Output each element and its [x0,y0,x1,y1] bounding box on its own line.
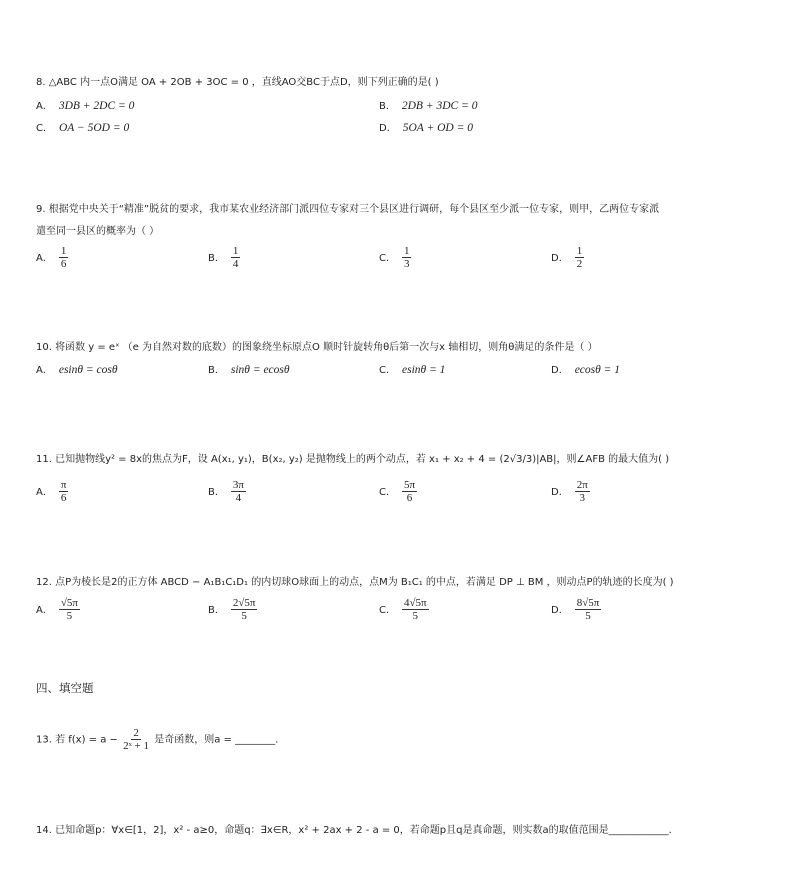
option-label: C． [379,252,396,264]
option-label: A． [36,101,53,112]
option-label: D． [379,123,397,134]
fraction-denominator: 2ˣ + 1 [123,740,150,752]
q10-stem: 10. 将函数 y = eˣ （e 为自然对数的底数）的图象绕坐标原点O 顺时针旋转角θ后第一次与x 轴相切，则角θ满足的条件是（ ） [36,342,598,353]
q13-fraction [121,727,151,752]
fraction-numerator: 1 [403,245,410,257]
q9-option-d [551,245,584,270]
option-fraction [402,597,429,622]
fraction-numerator: 1 [576,245,583,257]
option-fraction [59,479,69,504]
fraction-numerator: 3π [232,479,244,491]
option-fraction [575,597,602,622]
q10-option-a [36,363,118,378]
fraction-numerator: 5π [403,479,416,491]
option-label: B． [208,486,225,498]
option-text: 3DB + 2DC = 0 [58,100,135,112]
q8-option-a [36,99,134,114]
option-label: A． [36,365,53,376]
section-title: 四、填空题 [36,681,94,695]
fraction-denominator: 5 [585,610,591,622]
q11-option-a [36,479,68,504]
option-label: B． [208,365,225,376]
fraction-numerator: 1 [60,245,67,257]
q11-option-c [379,479,417,504]
q8-option-d [379,121,473,136]
fraction-numerator: 2π [576,479,588,491]
option-fraction [59,245,69,270]
fraction-numerator: π [60,479,67,491]
q12-option-a [36,597,80,622]
option-text: esinθ = cosθ [58,364,118,376]
q10-option-b [208,363,290,378]
q12-option-d [551,597,601,622]
fraction-numerator: 2 [133,727,139,739]
option-text: 5OA + OD = 0 [402,122,473,134]
fraction-denominator: 6 [406,492,413,504]
option-label: C． [36,123,53,134]
option-label: B． [208,252,225,264]
option-label: B． [379,101,396,112]
option-label: D． [551,252,569,264]
fraction-denominator: 4 [235,492,242,504]
q13-suffix: 是奇函数，则a = ________. [154,734,279,746]
fraction-numerator: 4√5π [403,597,427,609]
fraction-denominator: 3 [579,492,585,504]
option-label: D． [551,365,569,376]
fraction-denominator: 6 [60,492,67,504]
option-label: C． [379,604,396,616]
option-text: sinθ = ecosθ [230,364,290,376]
fraction-denominator: 4 [232,258,239,270]
option-label: A． [36,604,53,616]
q13-stem [36,727,278,752]
fraction-numerator: √5π [60,597,78,609]
q13-prefix: 13. 若 f(x) = a − [36,734,118,746]
q9-option-b [208,245,240,270]
option-fraction [231,479,246,504]
option-label: A． [36,252,53,264]
option-text: esinθ = 1 [401,364,446,376]
option-text: OA − 5OD = 0 [58,122,130,134]
q8-option-c [36,121,129,136]
option-label: C． [379,365,396,376]
q9-stem-line2: 遣至同一县区的概率为（ ） [36,226,160,237]
fraction-numerator: 1 [232,245,239,257]
option-fraction [231,245,241,270]
option-fraction [402,245,412,270]
fraction-denominator: 3 [403,258,410,270]
option-label: B． [208,604,225,616]
q12-option-c [379,597,429,622]
q9-option-a [36,245,68,270]
q11-option-d [551,479,590,504]
option-label: D． [551,604,569,616]
option-fraction [575,479,590,504]
fraction-denominator: 5 [241,610,247,622]
option-fraction [575,245,585,270]
fraction-denominator: 5 [66,610,73,622]
fraction-denominator: 2 [576,258,583,270]
q8-option-b [379,99,477,114]
q9-option-c [379,245,411,270]
q12-option-b [208,597,257,622]
q10-option-d [551,363,620,378]
option-text: 2DB + 3DC = 0 [401,100,478,112]
q11-option-b [208,479,246,504]
q12-stem: 12. 点P为棱长是2的正方体 ABCD − A₁B₁C₁D₁ 的内切球O球面上的动点，点M为 B₁C₁ 的中点，若满足 DP ⊥ BM ，则动点P的轨迹的长度为( ) [36,577,674,588]
option-fraction [231,597,258,622]
fraction-numerator: 2√5π [232,597,256,609]
option-text: ecosθ = 1 [574,364,621,376]
q10-option-c [379,363,445,378]
option-label: C． [379,486,396,498]
q11-stem: 11. 已知抛物线y² = 8x的焦点为F，设 A(x₁, y₁)，B(x₂, y₂) 是抛物线上的两个动点，若 x₁ + x₂ + 4 = (2√3/3)|AB|，则∠AFB 的最大值为( ) [36,454,670,465]
option-label: D． [551,486,569,498]
q8-stem: 8. △ABC 内一点O满足 OA + 2OB + 3OC = 0 ，直线AO交BC于点D，则下列正确的是( ) [36,77,439,88]
fraction-numerator: 8√5π [576,597,600,609]
fraction-denominator: 6 [60,258,67,270]
q14-stem: 14. 已知命题p：∀x∈[1，2]，x² - a≥0，命题q：∃x∈R，x² + 2ax + 2 - a = 0，若命题p且q是真命题，则实数a的取值范围是____________. [36,825,672,836]
q9-stem-line1: 9. 根据党中央关于“精准”脱贫的要求，我市某农业经济部门派四位专家对三个县区进行调研，每个县区至少派一位专家，则甲，乙两位专家派 [36,204,660,215]
option-fraction [59,597,80,622]
fraction-denominator: 5 [412,610,419,622]
option-fraction [402,479,417,504]
option-label: A． [36,486,53,498]
